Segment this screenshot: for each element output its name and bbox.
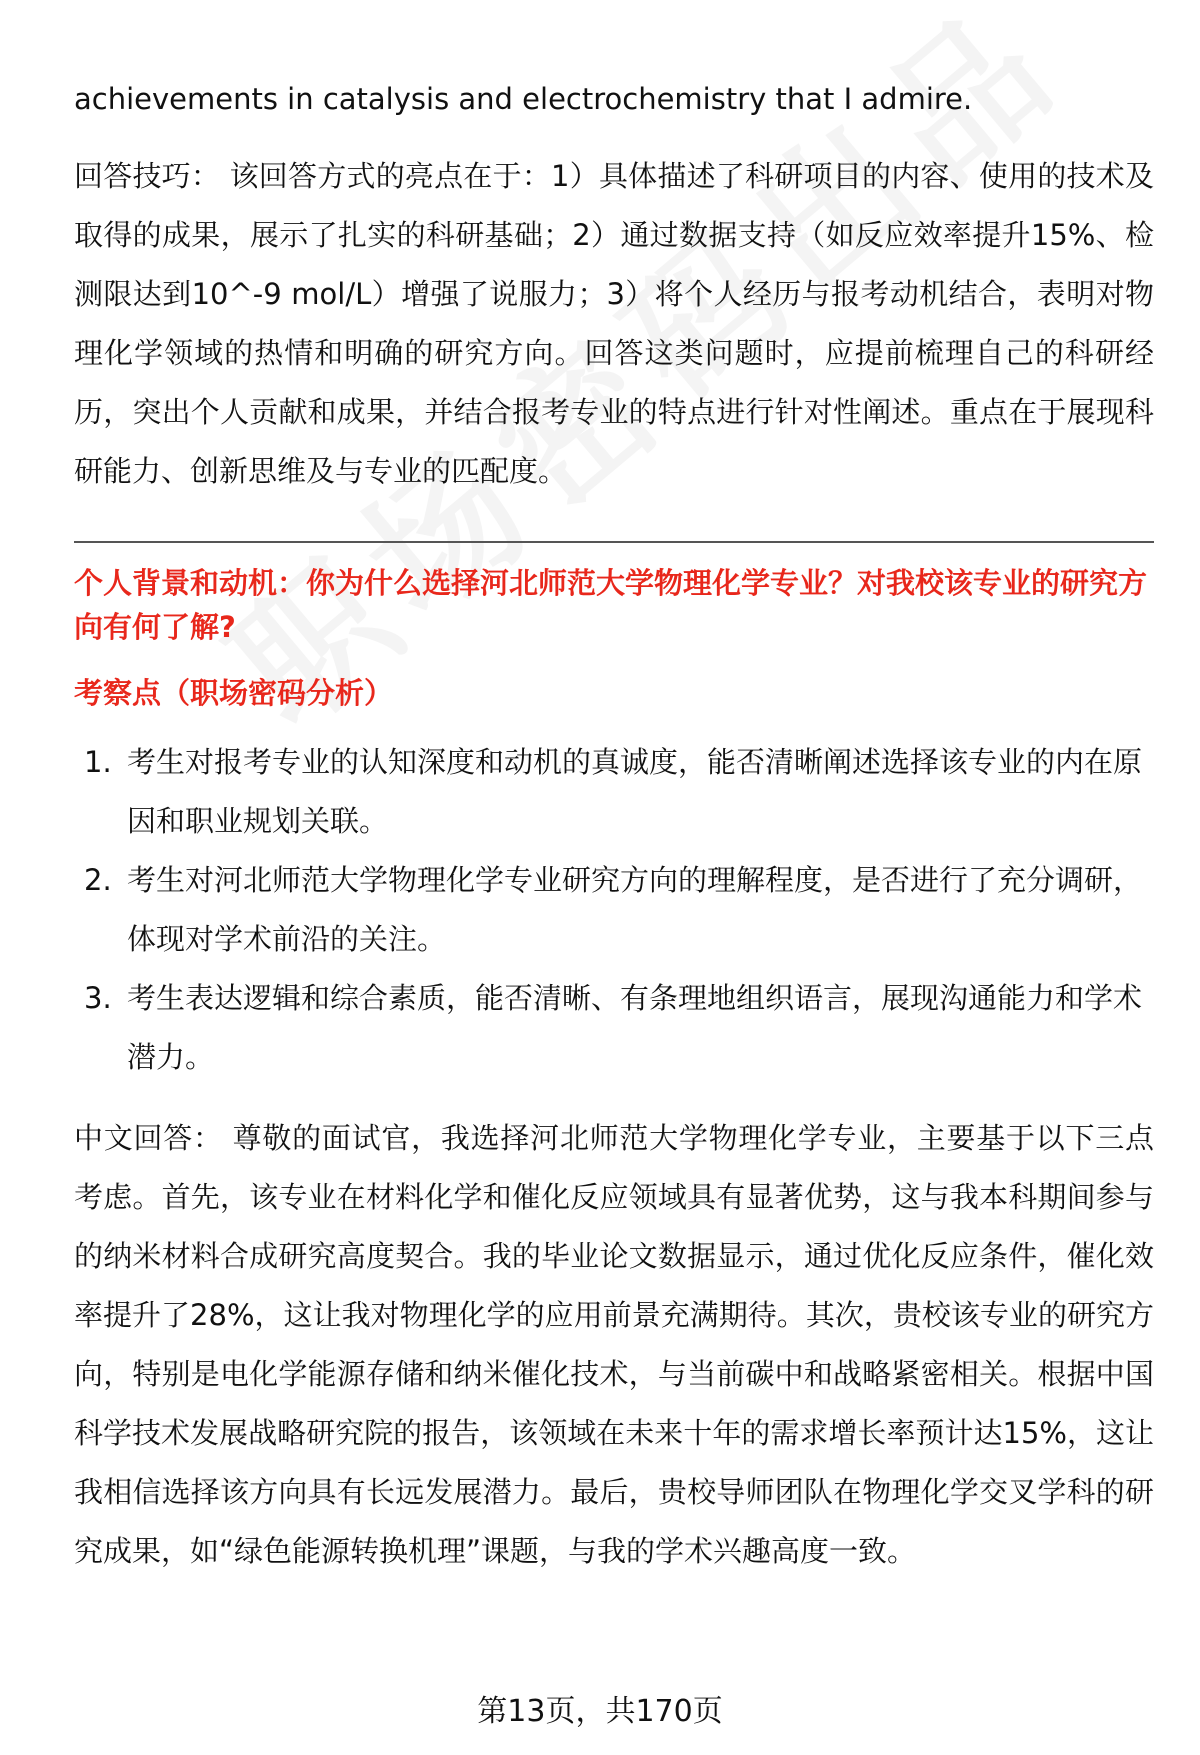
- list-number: 3.: [84, 981, 112, 1015]
- intro-line: achievements in catalysis and electrochemistry that I admire.: [74, 82, 973, 116]
- list-number: 1.: [84, 745, 112, 779]
- answer-tip: 回答技巧： 该回答方式的亮点在于：1）具体描述了科研项目的内容、使用的技术及取得的成果，展示了扎实的科研基础；2）通过数据支持（如反应效率提升15%、检测限达到10^-9 mol/L）增强了说服力；3）将个人经历与报考动机结合，表明对物理化学领域的热情和明确的研究方向。回答这类问题时，应提前梳理自己的科研经历，突出个人贡献和成果，并结合报考专业的特点进行针对性阐述。重点在于展现科研能力、创新思维及与专业的匹配度。: [74, 159, 1154, 488]
- list-item-text: 考生对河北师范大学物理化学专业研究方向的理解程度，是否进行了充分调研，体现对学术前沿的关注。: [127, 863, 1143, 956]
- list-item: [74, 733, 1154, 851]
- assessment-points-list: [74, 733, 1154, 1087]
- list-item-text: 考生表达逻辑和综合素质，能否清晰、有条理地组织语言，展现沟通能力和学术潜力。: [127, 981, 1143, 1074]
- page-content: [74, 70, 1154, 1581]
- chinese-answer: 中文回答： 尊敬的面试官，我选择河北师范大学物理化学专业，主要基于以下三点考虑。首先，该专业在材料化学和催化反应领域具有显著优势，这与我本科期间参与的纳米材料合成研究高度契合。我的毕业论文数据显示，通过优化反应条件，催化效率提升了28%，这让我对物理化学的应用前景充满期待。其次，贵校该专业的研究方向，特别是电化学能源存储和纳米催化技术，与当前碳中和战略紧密相关。根据中国科学技术发展战略研究院的报告，该领域在未来十年的需求增长率预计达15%，这让我相信选择该方向具有长远发展潜力。最后，贵校导师团队在物理化学交叉学科的研究成果，如“绿色能源转换机理”课题，与我的学术兴趣高度一致。: [74, 1121, 1154, 1568]
- list-item: [74, 969, 1154, 1087]
- page-number: 第13页，共170页: [477, 1694, 723, 1729]
- question-title: 个人背景和动机：你为什么选择河北师范大学物理化学专业？对我校该专业的研究方向有何了解?: [74, 566, 1148, 644]
- list-item-text: 考生对报考专业的认知深度和动机的真诚度，能否清晰阐述选择该专业的内在原因和职业规划关联。: [127, 745, 1143, 838]
- section-divider: [74, 541, 1154, 543]
- list-number: 2.: [84, 863, 112, 897]
- list-item: [74, 851, 1154, 969]
- assessment-points-heading: 考察点（职场密码分析）: [74, 676, 394, 710]
